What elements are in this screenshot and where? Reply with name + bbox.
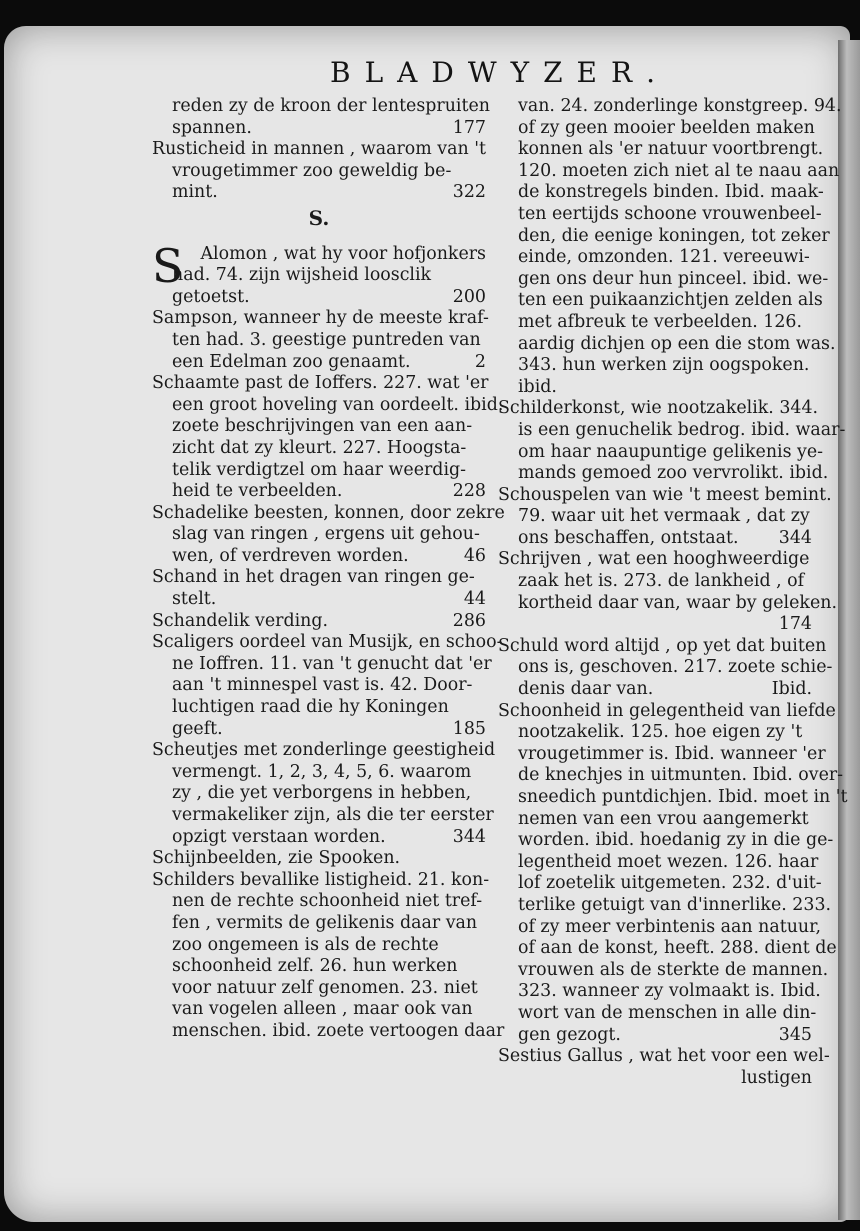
index-line (152, 502, 505, 525)
index-entry-text: ten had. 3. geestige puntreden van (172, 329, 481, 350)
index-line (498, 312, 812, 334)
index-entry-text: Schaamte past de Ioffers. 227. wat 'er (152, 373, 489, 394)
index-line (152, 719, 486, 741)
index-line (498, 830, 834, 852)
index-line (498, 614, 812, 636)
index-line (152, 891, 486, 913)
index-entry-text: nen de rechte schoonheid niet tref- (172, 891, 483, 912)
index-line (498, 765, 844, 787)
index-entry-text: of aan de konst, heeft. 288. dient de (518, 938, 837, 959)
index-entry-text: vermengt. 1, 2, 3, 4, 5, 6. waarom (172, 761, 472, 782)
index-entry-text: vrougetimmer is. Ibid. wanneer 'er (518, 743, 826, 764)
index-line (152, 139, 486, 161)
index-line (152, 205, 486, 230)
index-line (152, 978, 486, 1000)
index-entry-text: konnen als 'er natuur voortbrengt. (518, 139, 824, 160)
index-entry-text: wort van de menschen in alle din- (518, 1002, 817, 1023)
index-line (498, 463, 829, 485)
index-entry-text: Schouspelen van wie 't meest bemint. (498, 484, 832, 505)
drop-cap: S (152, 238, 184, 293)
index-line (152, 567, 486, 589)
index-line (152, 935, 486, 957)
index-entry-text: legentheid moet wezen. 126. haar (518, 851, 819, 872)
index-entry-text: van vogelen alleen , maar ook van (172, 999, 473, 1020)
index-entry-text: van. 24. zonderlinge konstgreep. 94. (518, 96, 842, 116)
page-reference: 174 (778, 614, 812, 635)
index-line (498, 679, 812, 701)
page-reference: 200 (452, 286, 486, 307)
index-line (498, 549, 812, 571)
index-line (152, 805, 494, 827)
index-entry-text: ne Ioffren. 11. van 't genucht dat 'er (172, 653, 492, 674)
index-entry-text: mint. (172, 182, 218, 203)
left-column (152, 96, 505, 1043)
index-line (152, 697, 486, 719)
index-entry-text: Sestius Gallus , wat het voor een wel- (498, 1046, 830, 1067)
index-entry-text: zicht dat zy kleurt. 227. Hoogsta- (172, 437, 467, 458)
page-reference: 46 (463, 545, 486, 566)
index-line (498, 268, 829, 291)
index-entry-text: vrouwen als de sterkte de mannen. (518, 959, 829, 980)
index-entry-text: telik verdigtzel om haar weerdig- (172, 459, 467, 480)
index-entry-text: Schadelike beesten, konnen, door zekre (152, 502, 505, 523)
index-entry-text: Schrijven , wat een hooghweerdige (498, 549, 810, 570)
index-entry-text: de konstregels binden. Ibid. maak- (518, 182, 824, 203)
index-line (498, 160, 840, 183)
index-line (152, 330, 486, 352)
index-line (152, 783, 486, 805)
index-entry-text: zy , die yet verborgens in hebben, (172, 783, 472, 804)
index-entry-text: kortheid daar van, waar by geleken. (518, 592, 837, 613)
page-reference: 44 (463, 589, 486, 610)
index-entry-text: Schuld word altijd , op yet dat buiten (498, 635, 827, 656)
index-line (152, 96, 490, 118)
index-entry-text: denis daar van. (518, 679, 654, 700)
index-line (152, 287, 486, 309)
index-line (498, 528, 812, 550)
index-line (498, 377, 812, 399)
index-line (152, 611, 486, 633)
index-entry-text: ibid. (518, 376, 557, 397)
index-line (498, 1002, 817, 1025)
index-line (498, 1068, 812, 1090)
index-line (498, 506, 812, 528)
page-reference: 286 (452, 610, 486, 631)
index-entry-text: vermakeliker zijn, als die ter eerster (172, 805, 494, 825)
index-line (152, 848, 486, 870)
index-entry-text: menschen. ibid. zoete vertoogen daar (172, 1020, 505, 1041)
index-entry-text: opzigt verstaan worden. (172, 826, 386, 847)
index-line (498, 117, 815, 140)
page-reference: 177 (452, 117, 486, 138)
index-entry-text: 343. hun werken zijn oogspoken. (518, 355, 810, 376)
index-entry-text: luchtigen raad die hy Koningen (172, 697, 449, 718)
index-entry-text: den, die eenige koningen, tot zeker (518, 225, 830, 246)
index-line (498, 441, 824, 464)
index-entry-text: sneedich puntdichjen. Ibid. moet in 't (518, 787, 848, 807)
index-line (498, 290, 823, 312)
index-entry-text: Schilders bevallike listigheid. 21. kon- (152, 869, 490, 890)
index-entry-text: ons is, geschoven. 217. zoete schie- (518, 657, 833, 678)
index-line (498, 700, 836, 723)
index-entry-text: voor natuur zelf genomen. 23. niet (172, 977, 478, 998)
index-entry-text: terlike getuigt van d'innerlike. 233. (518, 894, 832, 915)
index-line (498, 333, 836, 356)
index-entry-text: 323. wanneer zy volmaakt is. Ibid. (518, 981, 821, 1002)
index-line (498, 419, 846, 442)
index-line (152, 632, 503, 654)
index-line (498, 247, 812, 269)
index-line (152, 589, 486, 611)
index-line (152, 373, 489, 395)
index-entry-text: had. 74. zijn wijsheid loosclik (172, 265, 432, 286)
index-entry-text: mands gemoed zoo vervrolikt. ibid. (518, 463, 829, 484)
index-entry-text: lof zoetelik uitgemeten. 232. d'uit- (518, 873, 822, 894)
index-line (498, 398, 819, 420)
index-line (498, 96, 842, 118)
index-entry-text: of zy meer verbintenis aan natuur, (518, 916, 822, 937)
index-line (498, 1046, 830, 1068)
index-line (152, 956, 486, 978)
index-line (498, 959, 829, 982)
index-entry-text: Scheutjes met zonderlinge geestigheid (152, 740, 496, 761)
index-line (152, 869, 490, 892)
index-line (498, 894, 832, 917)
index-line (498, 873, 822, 895)
index-line (152, 675, 486, 697)
page-reference: 228 (452, 481, 486, 502)
index-line (152, 308, 489, 330)
index-entry-text: spannen. (172, 117, 252, 138)
index-line (152, 999, 486, 1021)
index-line (498, 592, 837, 615)
index-line (152, 913, 486, 935)
index-line (498, 484, 832, 507)
index-line (498, 981, 821, 1003)
index-entry-text: nemen van een vrou aangemerkt (518, 808, 809, 829)
index-line (498, 938, 837, 960)
index-entry-text: ten een puikaanzichtjen zelden als (518, 290, 823, 311)
index-entry-text: Schilderkonst, wie nootzakelik. 344. (498, 398, 819, 419)
index-entry-text: Schandelik verding. (152, 610, 329, 631)
index-entry-text: Schoonheid in gelegentheid van liefde (498, 700, 836, 721)
index-line (498, 809, 812, 831)
index-line (498, 635, 827, 658)
index-entry-text: schoonheid zelf. 26. hun werken (172, 956, 458, 977)
index-line (498, 1025, 812, 1047)
index-entry-text: fen , vermits de gelikenis daar van (172, 912, 478, 933)
index-line (152, 1020, 505, 1043)
index-entry-text: S. (308, 205, 330, 230)
index-line (152, 416, 486, 438)
index-entry-text: Scaligers oordeel van Musijk, en schoo- (152, 632, 503, 653)
index-line (498, 657, 833, 679)
index-entry-text: of zy geen mooier beelden maken (518, 117, 815, 138)
index-entry-text: aan 't minnespel vast is. 42. Door- (172, 675, 473, 696)
index-entry-text: 120. moeten zich niet al te naau aan (518, 160, 840, 181)
index-entry-text: nootzakelik. 125. hoe eigen zy 't (518, 722, 803, 743)
index-line (152, 460, 486, 482)
index-entry-text: geeft. (172, 718, 223, 739)
index-line (152, 481, 486, 503)
index-entry-text: om haar naaupuntige gelikenis ye- (518, 441, 824, 462)
index-line (152, 546, 486, 568)
index-line (152, 524, 486, 546)
index-line (152, 438, 486, 460)
index-line (498, 916, 822, 939)
index-entry-text: zoo ongemeen is als de rechte (172, 934, 439, 955)
index-line (152, 161, 486, 183)
page-reference: 322 (452, 182, 486, 203)
page-reference: 345 (778, 1024, 812, 1045)
index-line (498, 355, 812, 377)
index-line (498, 571, 812, 593)
index-entry-text: heid te verbeelden. (172, 481, 343, 502)
index-entry-text: stelt. (172, 589, 217, 610)
index-entry-text: Alomon , wat hy voor hofjonkers (200, 243, 486, 264)
index-entry-text: gen gezogt. (518, 1024, 621, 1045)
index-line (152, 265, 486, 287)
page-reference: lustigen (741, 1067, 812, 1088)
index-line (498, 722, 812, 744)
index-entry-text: is een genuchelik bedrog. ibid. waar- (518, 419, 846, 440)
index-line (152, 827, 486, 849)
index-entry-text: 79. waar uit het vermaak , dat zy (518, 506, 810, 527)
index-line (498, 139, 824, 161)
index-entry-text: wen, of verdreven worden. (172, 545, 409, 566)
index-entry-text: Schand in het dragen van ringen ge- (152, 567, 475, 588)
index-entry-text: met afbreuk te verbeelden. 126. (518, 311, 803, 332)
index-entry-text: aardig dichjen op een die stom was. (518, 333, 836, 354)
index-entry-text: worden. ibid. hoedanig zy in die ge- (518, 830, 834, 851)
index-entry-text: einde, omzonden. 121. vereeuwi- (518, 247, 810, 268)
index-line (498, 225, 830, 248)
index-entry-text: ons beschaffen, ontstaat. (518, 527, 739, 548)
index-line (152, 762, 486, 784)
index-entry-text: vrougetimmer zoo geweldig be- (172, 160, 452, 181)
index-line (152, 118, 486, 140)
page-edge (838, 40, 860, 1220)
index-entry-text: ten eertijds schoone vrouwenbeel- (518, 203, 822, 224)
right-column (498, 96, 848, 1089)
page-reference: 344 (778, 527, 812, 548)
index-line (498, 182, 824, 204)
index-entry-text: een Edelman zoo genaamt. (172, 351, 411, 372)
index-line (152, 653, 492, 676)
index-entry-text: Sampson, wanneer hy de meeste kraf- (152, 308, 489, 329)
index-entry-text: gen ons deur hun pinceel. ibid. we- (518, 268, 829, 289)
index-line (152, 352, 486, 374)
index-line (498, 787, 848, 809)
index-line (498, 743, 826, 766)
running-header: BLADWYZER. (330, 56, 669, 89)
index-entry-text: de knechjes in uitmunten. Ibid. over- (518, 765, 844, 786)
index-entry-text: Rusticheid in mannen , waarom van 't (152, 139, 486, 160)
page-reference: 2 (474, 351, 486, 372)
index-line (152, 394, 504, 417)
index-line (498, 203, 822, 226)
index-line (498, 851, 819, 874)
index-entry-text: slag van ringen , ergens uit gehou- (172, 524, 480, 545)
index-entry-text: zoete beschrijvingen van een aan- (172, 416, 473, 437)
page-reference: 344 (452, 826, 486, 847)
index-line (152, 182, 486, 204)
index-entry-text: getoetst. (172, 286, 250, 307)
index-entry-text: Schijnbeelden, zie Spooken. (152, 848, 401, 869)
index-entry-text: reden zy de kroon der lentespruiten (172, 96, 490, 116)
page-reference: 185 (452, 718, 486, 739)
index-entry-text: zaak het is. 273. de lankheid , of (518, 571, 805, 592)
page-reference: Ibid. (771, 679, 812, 700)
index-line (152, 740, 496, 762)
index-entry-text: een groot hoveling van oordeelt. ibid. (172, 394, 504, 415)
